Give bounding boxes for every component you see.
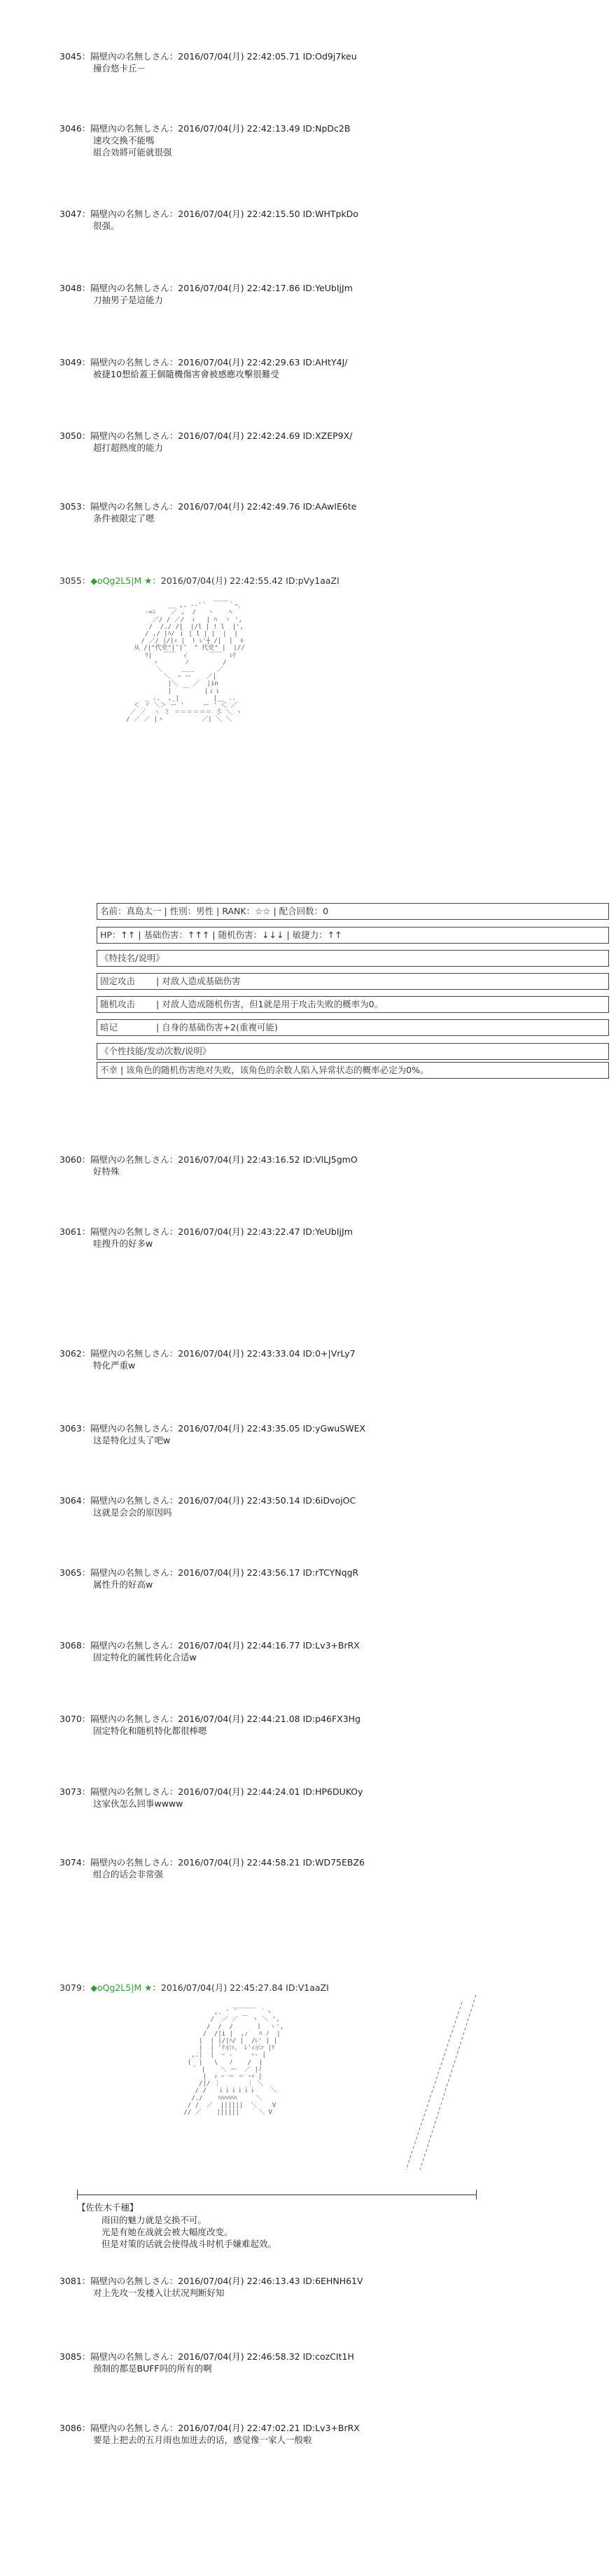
skill-name: 暗记 xyxy=(100,1022,118,1032)
post-body: 这就是会会的原因吗 xyxy=(93,1507,172,1518)
post-body: 属性升的好高w xyxy=(93,1579,153,1590)
post-body: 组合的话会非常强 xyxy=(93,1869,164,1879)
gm-name[interactable]: ◆oQg2L5|M ★ xyxy=(90,575,153,586)
post xyxy=(59,500,592,524)
post xyxy=(59,1786,592,1809)
post xyxy=(59,2275,592,2299)
post-header: 3086：隔壁內の名無しさん：2016/07/04(月) 22:47:02.21 ID:Lv3+BrRX xyxy=(59,2423,360,2433)
post-header: 3065：隔壁內の名無しさん：2016/07/04(月) 22:43:56.17 ID:rTCYNqgR xyxy=(59,1567,359,1578)
post xyxy=(59,1422,592,1446)
post-header: 3070：隔壁內の名無しさん：2016/07/04(月) 22:44:21.08 ID:p46FX3Hg xyxy=(59,1714,360,1724)
post-header: 3081：隔壁內の名無しさん：2016/07/04(月) 22:46:13.43 ID:6EHNH61V xyxy=(59,2276,363,2286)
post xyxy=(59,122,592,158)
post-header: 3053：隔壁內の名無しさん：2016/07/04(月) 22:42:49.76 ID:AAwIE6te xyxy=(59,501,357,512)
post-body: 这家伙怎么回事wwww xyxy=(93,1798,183,1809)
post-header: 3050：隔壁內の名無しさん：2016/07/04(月) 22:42:24.69 ID:XZEP9X/ xyxy=(59,430,353,441)
card-skill-title: 《特技名/说明》 xyxy=(97,950,609,967)
card-skill-row-2 xyxy=(97,996,609,1013)
post-body: 很强。 xyxy=(93,220,120,231)
post xyxy=(59,1713,592,1737)
post xyxy=(59,1154,592,1177)
post-header: 3061：隔壁內の名無しさん：2016/07/04(月) 22:43:22.47 ID:YeUbIjJm xyxy=(59,1226,353,1237)
skill-name: 随机攻击 xyxy=(100,999,136,1009)
card-passive-row: 不幸 | 该角色的随机伤害绝对失败，该角色的余数人陷入异常状态的概率必定为0%。 xyxy=(97,1062,609,1079)
post-header: 3047：隔壁內の名無しさん：2016/07/04(月) 22:42:15.50 ID:WHTpkDo xyxy=(59,209,358,219)
skill-box-text: 雨田的魅力就是交换不可。 光是有她在战就会被大幅度改变。 但是对策的话就会使得战斗时机手嫌难起效。 xyxy=(102,2215,277,2249)
card-skill-row-1 xyxy=(97,973,609,990)
post-header: 3049：隔壁內の名無しさん：2016/07/04(月) 22:42:29.63 ID:AHtY4J/ xyxy=(59,357,348,368)
skill-desc: | 自身的基础伤害+2(重複可能) xyxy=(156,1022,278,1032)
card-passive-title: 《个性技能/发动次数/说明》 xyxy=(97,1043,609,1060)
card-skill-row-3 xyxy=(97,1019,609,1036)
post-header: 3073：隔壁內の名無しさん：2016/07/04(月) 22:44:24.01 ID:HP6DUKOy xyxy=(59,1786,363,1797)
post-header: 3046：隔壁內の名無しさん：2016/07/04(月) 22:42:13.49 ID:NpDc2B xyxy=(59,123,351,134)
post xyxy=(59,1226,592,1250)
post xyxy=(59,208,592,232)
skill-desc: | 对敌人造成基础伤害 xyxy=(156,976,241,986)
post xyxy=(59,1856,592,1880)
skill-name: 固定攻击 xyxy=(100,976,136,986)
post-number: 3055： xyxy=(59,575,91,586)
post xyxy=(59,1639,592,1663)
post-body: 固定特化和随机特化都很棒嗯 xyxy=(93,1726,207,1736)
post-body: 好特殊 xyxy=(93,1166,120,1177)
post-body: 撞台悠卡丘－ xyxy=(93,63,146,74)
post-body: 哇搜升的好多w xyxy=(93,1238,153,1249)
post-header: 3062：隔壁內の名無しさん：2016/07/04(月) 22:43:33.04 ID:0+|VrLy7 xyxy=(59,1348,356,1359)
post-number: 3079： xyxy=(59,1982,91,1993)
post-body: 条件被限定了嗯 xyxy=(93,513,155,524)
post xyxy=(59,50,592,74)
sword-sketch xyxy=(378,1995,483,2177)
skill-box-title: 【佐佐木千穗】 xyxy=(77,2202,139,2213)
post-body: 超打超熱度的能力 xyxy=(93,442,164,453)
post xyxy=(59,1494,592,1518)
post-header: 3045：隔壁內の名無しさん：2016/07/04(月) 22:42:05.71 ID:Od9j7keu xyxy=(59,51,357,62)
post xyxy=(59,1567,592,1590)
post-body: 特化严重w xyxy=(93,1360,136,1371)
post xyxy=(59,282,592,306)
post-header: 3085：隔壁內の名無しさん：2016/07/04(月) 22:46:58.32 ID:cozCIt1H xyxy=(59,2351,354,2362)
post-header: 3074：隔壁內の名無しさん：2016/07/04(月) 22:44:58.21 ID:WD75EBZ6 xyxy=(59,1857,365,1868)
post-body: 预制的都是BUFF吗的所有的啊 xyxy=(93,2363,212,2374)
post-body: 被捷10想給蓋王個隨機傷害會被感應攻擊很難受 xyxy=(93,369,279,379)
post xyxy=(59,356,592,380)
post-body: 要是上把去的五月雨也加进去的话，感觉像一家人一般啦 xyxy=(93,2435,312,2445)
gm-post-header xyxy=(59,575,592,587)
gm-post-header xyxy=(59,1982,592,1994)
post-header: 3064：隔壁內の名無しさん：2016/07/04(月) 22:43:50.14 ID:6iDvojOC xyxy=(59,1495,356,1506)
gm-name[interactable]: ◆oQg2L5|M ★ xyxy=(90,1982,153,1993)
post-header: 3048：隔壁內の名無しさん：2016/07/04(月) 22:42:17.86 ID:YeUbIjJm xyxy=(59,283,353,293)
post-meta: ：2016/07/04(月) 22:45:27.84 ID:V1aaZI xyxy=(152,1982,329,1993)
card-name-row: 名前：真島太一 | 性別：男性 | RANK：☆☆ | 配合回数：0 xyxy=(97,903,609,920)
card-stats-row: HP：↑↑ | 基础伤害：↑↑↑ | 随机伤害：↓↓↓ | 敏捷力：↑↑ xyxy=(97,927,609,944)
divider-line xyxy=(77,2194,476,2195)
ascii-art-character-2: ______ ,. ' ´ ｀ヽ / ／ ／ ￣ ヽ ＼ ', / / / ｌ ヽ', / /|i | ,ｨ ﾊ ﾉ | | | |/|ﾊ/ | /ﾚ' | | | | 'ﾃ示ｧ、 ﾚ'ｨ示ｧ |ﾘ ,.| | ｰ ‐ ｰ‐ | ( | \ ﾉ / | ｀ | ＼ ー ／ |ﾉ | ｨ ｰ ＝ ＝ ｰｧ | /|/ ｜ ｜ ＼ / / ｉｉｉｉｉｉ ＼ /./ ﾊﾊﾊﾊﾊﾊ ＼ / / ／ |||||| ＼ V // ／ |||||| ＼ V xyxy=(183,2002,284,2117)
post-header: 3060：隔壁內の名無しさん：2016/07/04(月) 22:43:16.52 ID:VlLJ5gmO xyxy=(59,1154,358,1165)
post-header: 3068：隔壁內の名無しさん：2016/07/04(月) 22:44:16.77 ID:Lv3+BrRX xyxy=(59,1640,360,1651)
post-body: 速攻交換不能嗎 組合効將可能就很强 xyxy=(93,135,172,158)
post-header: 3063：隔壁內の名無しさん：2016/07/04(月) 22:43:35.05 ID:yGwuSWEX xyxy=(59,1423,366,1434)
post-body: 对上先攻一发楼入让状况判断好知 xyxy=(93,2288,225,2298)
post xyxy=(59,2422,592,2446)
ascii-art-character-1: ____ __ ,. -‐'´ ｀ｰ､ -=ﾆ ／ , / ヽ ﾍ ／/ / ／/ ｨ | ﾊ ヽ ', / /./ /| |/l | ! l |', / ,/ |ﾊ/ ｉ | l | | | | / ／/ |/|ｨ | ﾄ ﾚ'┼ /| | ﾙ 从 /|"代党"|″|″ " 代党" | |// ﾘ| ￣￣ ｨ ￣￣ ﾚﾘ ヽ ﾉ / ＼ ＿＿ ／ ＼ ｰ ー ／| |＼ ／ |in | ￣ |ｉｉ _ .. ,_| |__ .. ＜ ヾ ＼＞ ー ' ー ' ＜ ／ ／ ／ ヽ ミ ＝＝＝＝＝＝ 彡 ＼ ヽ / ／ ／ |ヽ ／| ＼ ＼ xyxy=(126,595,245,724)
post-body: 固定特化的属性转化合适w xyxy=(93,1652,197,1662)
post xyxy=(59,2351,592,2374)
divider-tick-right xyxy=(476,2190,477,2199)
post-meta: ：2016/07/04(月) 22:42:55.42 ID:pVy1aaZI xyxy=(152,575,340,586)
post xyxy=(59,1348,592,1371)
post-body: 刀抽男子是這能力 xyxy=(93,295,164,305)
post xyxy=(59,430,592,454)
skill-desc: | 对敌人造成随机伤害，但1就是用于攻击失败的概率为0。 xyxy=(156,999,384,1009)
divider-tick-left xyxy=(77,2190,78,2199)
post-body: 这是特化过头了吧w xyxy=(93,1435,171,1446)
